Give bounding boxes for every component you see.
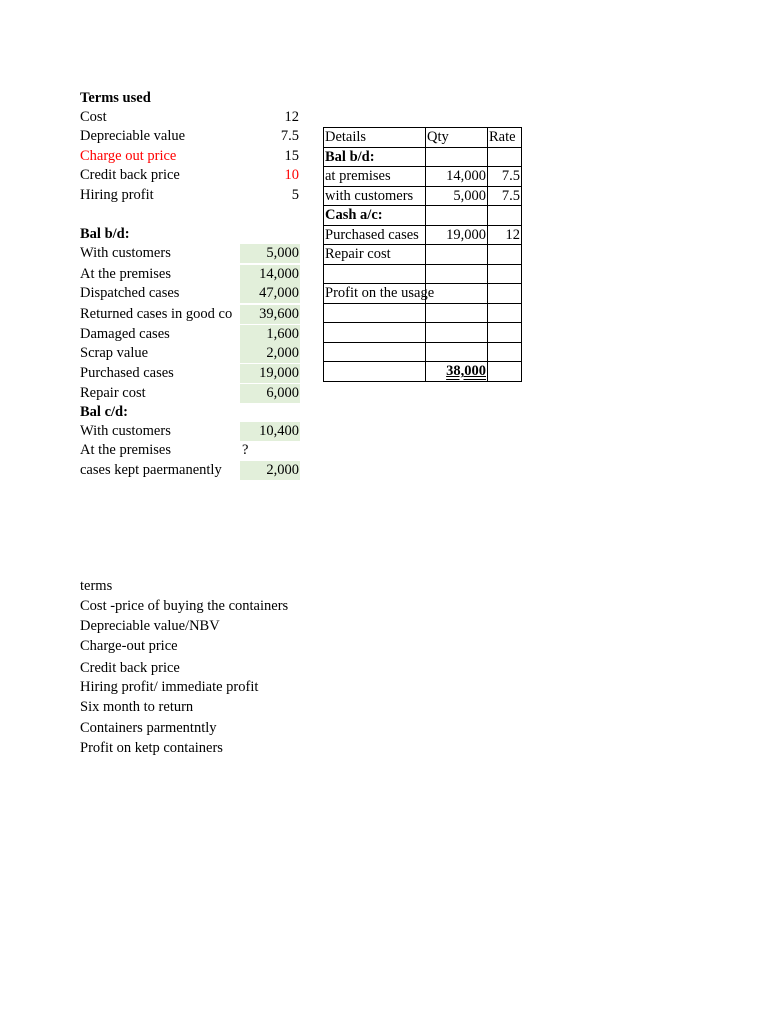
bal-cd-label-with-customers: With customers [80, 423, 171, 439]
table-cell-rate [488, 342, 522, 362]
bal-bd-heading: Bal b/d: [80, 226, 130, 242]
table-row [324, 303, 522, 323]
term-value-depreciable-value: 7.5 [280, 128, 299, 144]
terms-list-item: Profit on ketp containers [80, 740, 223, 756]
bal-cd-heading: Bal c/d: [80, 404, 128, 420]
table-cell-details: Repair cost [324, 245, 426, 265]
term-value-credit-back-price: 10 [284, 167, 299, 183]
term-value-cost: 12 [284, 109, 299, 125]
table-total-row [324, 362, 522, 382]
table-cell-rate: 7.5 [488, 167, 522, 187]
table-cell-qty [426, 206, 488, 226]
terms-list-item: Cost -price of buying the containers [80, 598, 289, 614]
table-cell-details: at premises [324, 167, 426, 187]
table-cell-qty [426, 323, 488, 343]
table-row [324, 323, 522, 343]
table-cell-rate: 7.5 [488, 186, 522, 206]
table-row [324, 147, 522, 167]
table-cell-details [324, 303, 426, 323]
table-cell-qty: 19,000 [426, 225, 488, 245]
bal-bd-label-damaged-cases: Damaged cases [80, 326, 170, 342]
containers-account-table [323, 127, 522, 382]
total-value: 38,000 [446, 363, 486, 380]
table-cell-qty [426, 245, 488, 265]
bal-bd-value-with-customers: 5,000 [240, 244, 300, 263]
bal-cd-label-at-premises: At the premises [80, 442, 172, 458]
bal-bd-value-scrap-value: 2,000 [240, 344, 300, 363]
table-cell-rate [488, 147, 522, 167]
bal-cd-value-with-customers: 10,400 [240, 422, 300, 441]
table-cell-rate [488, 362, 522, 382]
table-total-qty [426, 362, 488, 382]
term-value-hiring-profit: 5 [291, 187, 299, 203]
bal-cd-value-at-premises: ? [242, 442, 249, 458]
bal-bd-label-with-customers: With customers [80, 245, 171, 261]
table-cell-qty [426, 303, 488, 323]
table-cell-details [324, 264, 426, 284]
terms-list-heading: terms [80, 578, 113, 594]
table-header-row [324, 128, 522, 148]
table-cell-details [324, 342, 426, 362]
table-cell-rate [488, 264, 522, 284]
terms-list-item: Depreciable value/NBV [80, 618, 220, 634]
term-label-depreciable-value: Depreciable value [80, 128, 186, 144]
table-cell-qty: 14,000 [426, 167, 488, 187]
table-row [324, 225, 522, 245]
table-cell-qty [426, 264, 488, 284]
table-cell-qty: 5,000 [426, 186, 488, 206]
table-cell-details [324, 284, 435, 304]
table-cell-details: with customers [324, 186, 426, 206]
table-cell-details [324, 323, 426, 343]
bal-bd-label-scrap-value: Scrap value [80, 345, 149, 361]
table-row [324, 264, 522, 284]
table-row [324, 342, 522, 362]
table-cell-rate [488, 245, 522, 265]
table-cell-rate [488, 206, 522, 226]
terms-list-item: Containers parmentntly [80, 720, 217, 736]
table-row [324, 186, 522, 206]
table-cell-details [324, 362, 426, 382]
term-label-cost: Cost [80, 109, 107, 125]
table-cell-rate [488, 303, 522, 323]
bal-bd-label-at-premises: At the premises [80, 266, 172, 282]
table-cell-rate: 12 [488, 225, 522, 245]
table-cell-qty [426, 147, 488, 167]
bal-cd-value-cases-kept: 2,000 [240, 461, 300, 480]
bal-bd-label-purchased-cases: Purchased cases [80, 365, 174, 381]
bal-bd-label-dispatched-cases: Dispatched cases [80, 285, 180, 301]
bal-bd-value-purchased-cases: 19,000 [240, 364, 300, 383]
bal-bd-label-repair-cost: Repair cost [80, 385, 146, 401]
table-cell-rate [488, 323, 522, 343]
table-header-rate: Rate [488, 128, 522, 148]
terms-used-heading: Terms used [80, 90, 151, 106]
table-cell-details: Purchased cases [324, 225, 426, 245]
table-header-details: Details [324, 128, 426, 148]
table-cell-details: Cash a/c: [324, 206, 426, 226]
bal-bd-value-at-premises: 14,000 [240, 265, 300, 284]
terms-list-item: Charge-out price [80, 638, 178, 654]
profit-on-usage-label: Profit on the usage [325, 285, 435, 301]
table-cell-details: Bal b/d: [324, 147, 426, 167]
table-row [324, 284, 522, 304]
table-cell-rate [488, 284, 522, 304]
bal-cd-label-cases-kept: cases kept paermanently [80, 462, 222, 478]
terms-list-item: Credit back price [80, 660, 180, 676]
terms-list-item: Six month to return [80, 699, 194, 715]
term-label-credit-back-price: Credit back price [80, 167, 180, 183]
table-row [324, 206, 522, 226]
table-cell-qty [426, 342, 488, 362]
table-row [324, 167, 522, 187]
bal-bd-label-returned-cases: Returned cases in good co [80, 306, 233, 322]
bal-bd-value-damaged-cases: 1,600 [240, 325, 300, 344]
bal-bd-value-returned-cases: 39,600 [240, 305, 300, 324]
bal-bd-value-repair-cost: 6,000 [240, 384, 300, 403]
term-label-charge-out-price: Charge out price [80, 148, 177, 164]
terms-list-item: Hiring profit/ immediate profit [80, 679, 259, 695]
table-header-qty: Qty [426, 128, 488, 148]
bal-bd-value-dispatched-cases: 47,000 [240, 284, 300, 303]
table-cell-qty [426, 284, 488, 304]
term-value-charge-out-price: 15 [284, 148, 299, 164]
table-row [324, 245, 522, 265]
term-label-hiring-profit: Hiring profit [80, 187, 154, 203]
